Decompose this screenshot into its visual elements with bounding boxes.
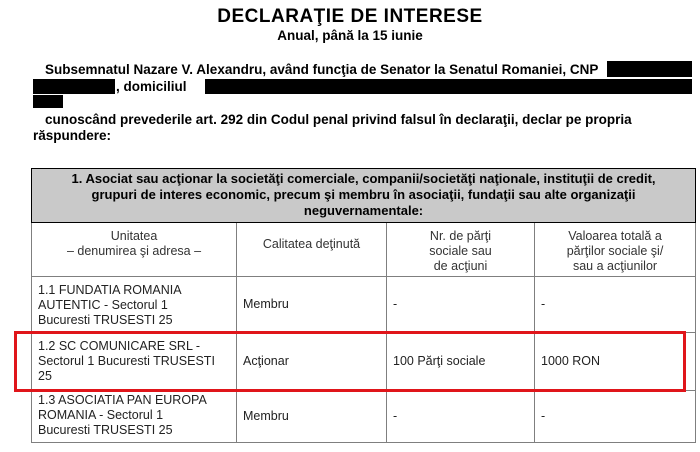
cell-text: 1.3 ASOCIATIA PAN EUROPA: [38, 393, 207, 407]
section-title-line-1: 1. Asociat sau acţionar la societăţi comerciale, companii/societăţi naţionale, instituţii de credit,: [71, 171, 656, 186]
header-text: sociale sau: [429, 244, 492, 258]
quality-cell: Membru: [237, 277, 387, 333]
column-header-value: [535, 223, 696, 277]
header-text: de acţiuni: [433, 259, 488, 273]
redaction-address-cont: [33, 95, 63, 108]
cell-text: Bucuresti TRUSESTI 25: [38, 423, 173, 437]
header-text: părţilor sociale şi/: [566, 244, 664, 258]
value-cell: 1000 RON: [535, 333, 696, 391]
cell-text: 1.1 FUNDATIA ROMANIA: [38, 283, 182, 297]
document-title: DECLARAŢIE DE INTERESE: [217, 6, 483, 27]
header-text: sau a acţiunilor: [572, 259, 658, 273]
domicile-label: , domiciliul: [116, 79, 187, 94]
cell-text: Bucuresti TRUSESTI 25: [38, 313, 173, 327]
redaction-cnp: [607, 61, 692, 77]
cell-text: 25: [38, 369, 52, 383]
highlight-box: [14, 331, 686, 392]
table-row: [32, 277, 696, 333]
value-cell: -: [535, 277, 696, 333]
cell-text: Sectorul 1 Bucuresti TRUSESTI: [38, 354, 215, 368]
intro-line-3: cunoscând prevederile art. 292 din Codul penal privind falsul în declaraţii, declar pe propria: [45, 112, 632, 127]
interests-table: [31, 168, 696, 443]
section-title-line-3: neguvernamentale:: [303, 203, 424, 218]
header-text: Nr. de părţi: [429, 229, 492, 243]
unit-cell: [32, 391, 237, 443]
cell-text: 1.2 SC COMUNICARE SRL -: [38, 339, 201, 353]
section-title-line-2: grupuri de interes economic, precum şi membru în asociaţii, fundaţii sau alte organizaţii: [91, 187, 636, 202]
unit-cell: [32, 277, 237, 333]
redaction-address: [205, 79, 692, 94]
header-text: Valoarea totală a: [568, 229, 662, 243]
shares-cell: -: [387, 277, 535, 333]
cell-text: ROMANIA - Sectorul 1: [38, 408, 164, 422]
redaction-cnp-cont: [33, 79, 115, 94]
quality-cell: Acţionar: [237, 333, 387, 391]
header-text: Unitatea: [110, 229, 158, 243]
document-subtitle: Anual, până la 15 iunie: [277, 28, 423, 43]
column-header-shares: [387, 223, 535, 277]
header-text: – denumirea şi adresa –: [66, 244, 202, 258]
column-header-quality: [237, 223, 387, 277]
section-title: [32, 169, 696, 223]
table-row: [32, 391, 696, 443]
intro-line-1: Subsemnatul Nazare V. Alexandru, având funcţia de Senator la Senatul Romaniei, CNP: [45, 62, 599, 77]
intro-line-4: răspundere:: [33, 128, 112, 143]
quality-cell: Membru: [237, 391, 387, 443]
shares-cell: 100 Părţi sociale: [387, 333, 535, 391]
column-header-unit: [32, 223, 237, 277]
header-text: Calitatea deţinută: [262, 237, 361, 251]
cell-text: AUTENTIC - Sectorul 1: [38, 298, 168, 312]
value-cell: -: [535, 391, 696, 443]
shares-cell: -: [387, 391, 535, 443]
